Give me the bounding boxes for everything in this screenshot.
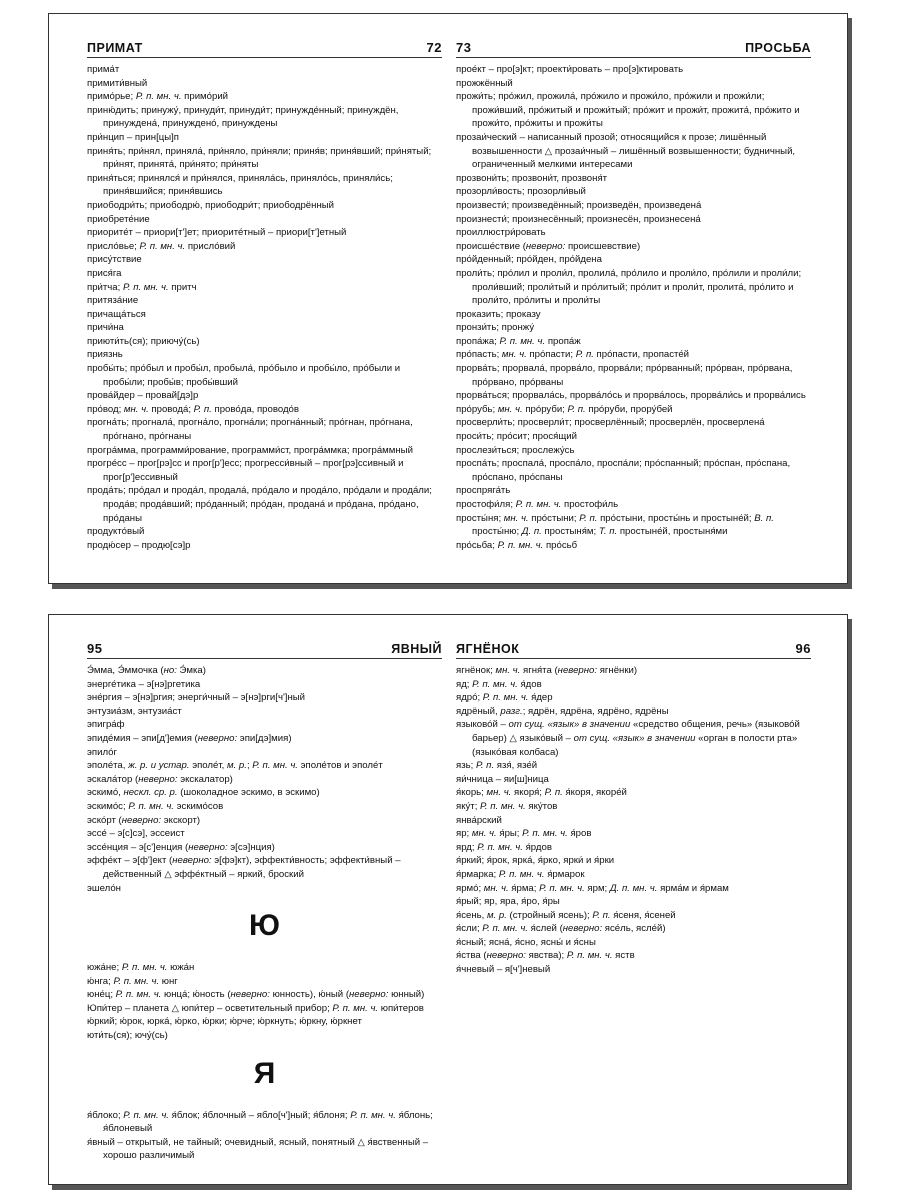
dictionary-entry: про́рубь; мн. ч. про́руби; Р. п. про́руби, прору́бей: [456, 403, 673, 415]
dictionary-entry: эффе́кт – э[ф']ект (неверно: э[фэ]кт), эффекти́вность; эффекти́вный – действенный △ эффе́ктный – яркий, броский: [87, 855, 401, 880]
dictionary-entry: прова́йдер – провай[дэ]р: [87, 390, 199, 402]
running-head: ПРИМАТ: [87, 41, 143, 55]
dictionary-entry: проспа́ть; проспала́, проспа́ло, проспа́ли; про́спанный; про́спан, про́спана, про́спано, про́спаны: [456, 458, 791, 483]
dictionary-entry: яр; мн. ч. я́ры; Р. п. мн. ч. я́ров: [456, 828, 592, 840]
dictionary-entry: яд; Р. п. мн. ч. я́дов: [456, 678, 542, 690]
page-number: 72: [426, 40, 442, 55]
dictionary-entry: причаща́ться: [87, 308, 146, 320]
dictionary-entry: я́сный; ясна́, я́сно, ясны́ и я́сны: [456, 936, 596, 948]
dictionary-entry: при́тча; Р. п. мн. ч. притч: [87, 281, 197, 293]
dictionary-entry: прорва́ться; прорвала́сь, прорва́ло́сь и прорва́лось, прорва́ли́сь и прорва́лись: [456, 390, 806, 402]
dictionary-entry: приорите́т – приори[т']ет; приорите́тный – приори[т']етный: [87, 227, 347, 239]
dictionary-entry: причи́на: [87, 322, 124, 334]
page-number: 73: [456, 40, 472, 55]
dictionary-entry: примити́вный: [87, 77, 148, 89]
dictionary-entry: эпигра́ф: [87, 719, 125, 731]
dictionary-entry: эско́рт (неверно: экскорт): [87, 814, 201, 826]
dictionary-entry: я́ства (неверно: явства); Р. п. мн. ч. яств: [456, 950, 635, 962]
dictionary-entry: янва́рский: [456, 814, 502, 826]
dictionary-entry: яи́чница – яи[ш]ница: [456, 773, 549, 785]
entry-list: [456, 63, 811, 552]
dictionary-entry: проспряга́ть: [456, 485, 511, 497]
dictionary-entry: ядрёный, разг.; ядрён, ядрёна, ядрёно, ядрёны: [456, 705, 669, 717]
dictionary-entry: ю́ркий; ю́рок, юрка́, ю́рко, ю́рки; ю́рче; ю́ркнуть; ю́ркну, ю́ркнет: [87, 1016, 362, 1028]
dictionary-entry: прозвони́ть; прозвони́т, прозвоня́т: [456, 172, 608, 184]
entry-list: [87, 1109, 442, 1163]
dictionary-entry: прорва́ть; прорвала́, прорва́ло, прорва́ли; про́рванный; про́рван, про́рвана, про́рвано, про́рваны: [456, 363, 793, 388]
page-73: [456, 14, 811, 552]
dictionary-entry: юти́ть(ся); ючу́(сь): [87, 1030, 168, 1042]
page-header: [456, 14, 811, 58]
dictionary-entry: прода́ть; про́дал и прода́л, продала́, про́дало и прода́ло, про́дали и прода́ли; прода́в; прода́вший; про́данный; про́дан, продана́ и про́дана, про́дано, про́даны: [87, 485, 432, 524]
dictionary-entry: пробы́ть; про́был и пробы́л, пробыла́, про́было и пробы́ло, про́были и пробы́ли; пробы́в; пробы́вший: [87, 363, 401, 388]
dictionary-entry: прима́т: [87, 64, 120, 75]
page-number: 96: [795, 641, 811, 656]
dictionary-entry: эскимо́, нескл. ср. р. (шоколадное эскимо, в эскимо): [87, 787, 320, 799]
entry-list: [87, 664, 442, 895]
dictionary-entry: простофи́ля; Р. п. мн. ч. простофи́ль: [456, 499, 619, 510]
dictionary-entry: эскимо́с; Р. п. мн. ч. эскимо́сов: [87, 800, 224, 812]
dictionary-entry: юне́ц; Р. п. мн. ч. юнца́; ю́ность (неверно: юнность), ю́ный (неверно: юнный): [87, 989, 425, 1001]
dictionary-entry: Э́мма, Э́ммочка (но: Э́мка): [87, 665, 206, 676]
dictionary-entry: эссе́нция – э[с']енция (неверно: э[сэ]нция): [87, 841, 275, 853]
dictionary-entry: приню́дить; принужу́, принуди́т, принуди́т; принужде́нный; принуждён, принуждена́, принуждено́, принуждены: [87, 104, 399, 130]
dictionary-spread-1: [48, 13, 848, 584]
dictionary-entry: прися́га: [87, 267, 122, 279]
dictionary-entry: ярд; Р. п. мн. ч. я́рдов: [456, 841, 552, 853]
dictionary-entry: проказить; проказу: [456, 308, 541, 320]
page-96: [456, 615, 811, 977]
dictionary-entry: присло́вье; Р. п. мн. ч. присло́вий: [87, 240, 236, 252]
running-head: ЯГНЁНОК: [456, 642, 520, 656]
dictionary-entry: я́ркий; я́рок, ярка́, я́рко, ярки́ и я́рки: [456, 855, 615, 867]
dictionary-entry: я́сли; Р. п. мн. ч. я́слей (неверно: ясе́ль, ясле́й): [456, 923, 666, 935]
dictionary-entry: приня́ться; принялся́ и при́нялся, приняла́сь, приняло́сь, приняли́сь; приня́вшийся; приня́вшись: [87, 172, 393, 198]
dictionary-entry: происше́ствие (неверно: происшевствие): [456, 240, 641, 252]
dictionary-entry: прожжённый: [456, 77, 513, 89]
dictionary-entry: я́рмарка; Р. п. мн. ч. я́рмарок: [456, 868, 585, 880]
dictionary-entry: проси́ть; про́сит; прося́щий: [456, 431, 577, 443]
dictionary-entry: пронзи́ть; пронжу́: [456, 322, 535, 334]
running-head: ПРОСЬБА: [745, 41, 811, 55]
dictionary-entry: приободри́ть; приободрю́, приободри́т; приободрённый: [87, 199, 334, 211]
running-head: ЯВНЫЙ: [391, 642, 442, 656]
dictionary-entry: эпиде́мия – эпи[д']емия (неверно: эпи[дэ]мия): [87, 732, 292, 744]
entry-list: [87, 63, 442, 552]
dictionary-entry: просверли́ть; просверли́т; просверлённый; просверлён, просверлена́: [456, 417, 765, 429]
dictionary-entry: Юпи́тер – планета △ юпи́тер – осветительный прибор; Р. п. мн. ч. юпи́теров: [87, 1002, 424, 1014]
dictionary-entry: ягнёнок; мн. ч. ягня́та (неверно: ягнёнки): [456, 665, 638, 676]
dictionary-entry: приюти́ть(ся); приючу́(сь): [87, 335, 200, 347]
dictionary-entry: эполе́та, ж. р. и устар. эполе́т, м. р.; Р. п. мн. ч. эполе́тов и эполе́т: [87, 760, 383, 772]
dictionary-entry: я́корь; мн. ч. якоря́; Р. п. я́коря, якоре́й: [456, 787, 627, 799]
dictionary-entry: про́пасть; мн. ч. про́пасти; Р. п. про́пасти, пропасте́й: [456, 349, 690, 361]
dictionary-entry: про́йденный; про́йден, про́йдена: [456, 254, 602, 266]
dictionary-entry: я́сень, м. р. (стройный ясень); Р. п. я́сеня, я́сеней: [456, 909, 676, 921]
dictionary-entry: ярмо́; мн. ч. я́рма; Р. п. мн. ч. ярм; Д. п. мн. ч. ярма́м и я́рмам: [456, 882, 729, 894]
dictionary-entry: прое́кт – про[э]кт; проекти́ровать – про[э]ктировать: [456, 64, 684, 75]
dictionary-entry: я́рый; яр, яра, я́ро, я́ры: [456, 896, 560, 908]
page-72: [87, 14, 442, 552]
dictionary-entry: пропа́жа; Р. п. мн. ч. пропа́ж: [456, 335, 581, 347]
dictionary-entry: прозаи́ческий – написанный прозой; относящийся к прозе; лишённый возвышенности △ прозаи́чный – лишённый возвышенности; будничный, ограниченный мелкими интересами: [456, 131, 796, 171]
dictionary-entry: энтузиа́зм, энтузиа́ст: [87, 705, 182, 717]
dictionary-entry: при́нцип – прин[цы]п: [87, 131, 180, 143]
dictionary-entry: проли́ть; про́лил и проли́л, пролила́, про́лило и проли́ло, про́лили и проли́ли; проли́вший; проли́тый и про́литый; про́лит и проли́т, пролита́, про́лито и проли́то, про́литы и проли́ты: [456, 267, 802, 307]
dictionary-entry: просты́ня; мн. ч. про́стыни; Р. п. про́стыни, просты́нь и простыне́й; В. п. просты́ню; Д. п. простыня́м; Т. п. простыне́й, простыня́ми: [456, 512, 774, 538]
dictionary-entry: притяза́ние: [87, 295, 139, 307]
dictionary-entry: произвести́; произведённый; произведён, произведена́: [456, 199, 702, 211]
dictionary-entry: я́чневый – я[ч']невый: [456, 964, 551, 976]
dictionary-entry: я́блоко; Р. п. мн. ч. я́блок; я́блочный – ябло[ч']ный; я́блоня; Р. п. мн. ч. я́блонь; я́блоневый: [87, 1109, 433, 1135]
dictionary-entry: примо́рье; Р. п. мн. ч. примо́рий: [87, 91, 229, 103]
dictionary-entry: эссе́ – э[с]сэ], эссеист: [87, 828, 185, 840]
dictionary-entry: проиллюстри́ровать: [456, 227, 546, 239]
dictionary-entry: языково́й – от сущ. «язык» в значении «средство общения, речь» (языково́й барьер) △ языко́вый – от сущ. «язык» в значении «орган в полости рта» (языко́вая колбаса): [456, 719, 800, 758]
dictionary-entry: эшело́н: [87, 882, 121, 894]
dictionary-entry: прогна́ть; прогнала́, прогна́ло, прогна́ли; прогна́нный; про́гнан, про́гнана, про́гнано, про́гнаны: [87, 417, 413, 443]
page-header: [87, 615, 442, 659]
dictionary-entry: яку́т; Р. п. мн. ч. яку́тов: [456, 800, 558, 812]
dictionary-entry: эпило́г: [87, 746, 117, 758]
page-95: [87, 615, 442, 1163]
dictionary-entry: язь; Р. п. язя́, язе́й: [456, 760, 538, 772]
entry-list: [456, 664, 811, 977]
letter-heading-yu: Ю: [249, 909, 280, 943]
dictionary-entry: приня́ть; при́нял, приняла́, при́няло, при́няли; приня́в; приня́вший; при́нятый; при́нят, принята́, при́нято; при́няты: [87, 145, 432, 171]
dictionary-entry: продукто́вый: [87, 526, 145, 538]
dictionary-entry: южа́не; Р. п. мн. ч. южа́н: [87, 962, 195, 974]
dictionary-entry: я́вный – открытый, не тайный; очевидный, ясный, понятный △ я́вственный – хорошо различимый: [87, 1136, 429, 1162]
dictionary-entry: эскала́тор (неверно: экскалатор): [87, 773, 233, 785]
entry-list: [87, 961, 442, 1043]
dictionary-entry: прослези́ться; прослежу́сь: [456, 444, 575, 456]
dictionary-entry: энерге́тика – э[нэ]ргетика: [87, 678, 201, 690]
dictionary-spread-2: [48, 614, 848, 1185]
page-header: [87, 14, 442, 58]
dictionary-entry: приязнь: [87, 349, 123, 361]
dictionary-entry: приобрете́ние: [87, 213, 150, 225]
dictionary-entry: произнести́; произнесённый; произнесён, произнесена́: [456, 213, 701, 225]
dictionary-entry: ю́нга; Р. п. мн. ч. юнг: [87, 975, 178, 987]
dictionary-entry: прозорли́вость; прозорли́вый: [456, 186, 586, 198]
page-number: 95: [87, 641, 103, 656]
dictionary-entry: прожи́ть; про́жил, прожила́, про́жило и прожи́ло, про́жили и прожи́ли; прожи́вший, про́житый и прожи́тый; про́жит и прожи́т, прожита́, про́жито и прожи́то, про́житы и прожи́ты: [456, 91, 800, 130]
letter-heading-ya: Я: [253, 1056, 276, 1090]
dictionary-entry: прогре́сс – прог[рэ]сс и прог[р']есс; прогресси́вный – прог[рэ]ссивный и прог[р']ессивный: [87, 458, 404, 483]
dictionary-entry: ядро́; Р. п. мн. ч. я́дер: [456, 692, 553, 704]
dictionary-entry: про́сьба; Р. п. мн. ч. про́сьб: [456, 539, 578, 551]
dictionary-entry: програ́мма, программи́рование, программи́ст, програ́ммка; програ́ммный: [87, 444, 413, 456]
page-header: [456, 615, 811, 659]
dictionary-entry: прису́тствие: [87, 254, 142, 266]
dictionary-entry: продю́сер – продю[сэ]р: [87, 539, 191, 551]
dictionary-entry: про́вод; мн. ч. провода́; Р. п. прово́да, проводо́в: [87, 403, 299, 415]
dictionary-entry: эне́ргия – э[нэ]ргия; энерги́чный – э[нэ]рги[ч']ный: [87, 692, 305, 704]
